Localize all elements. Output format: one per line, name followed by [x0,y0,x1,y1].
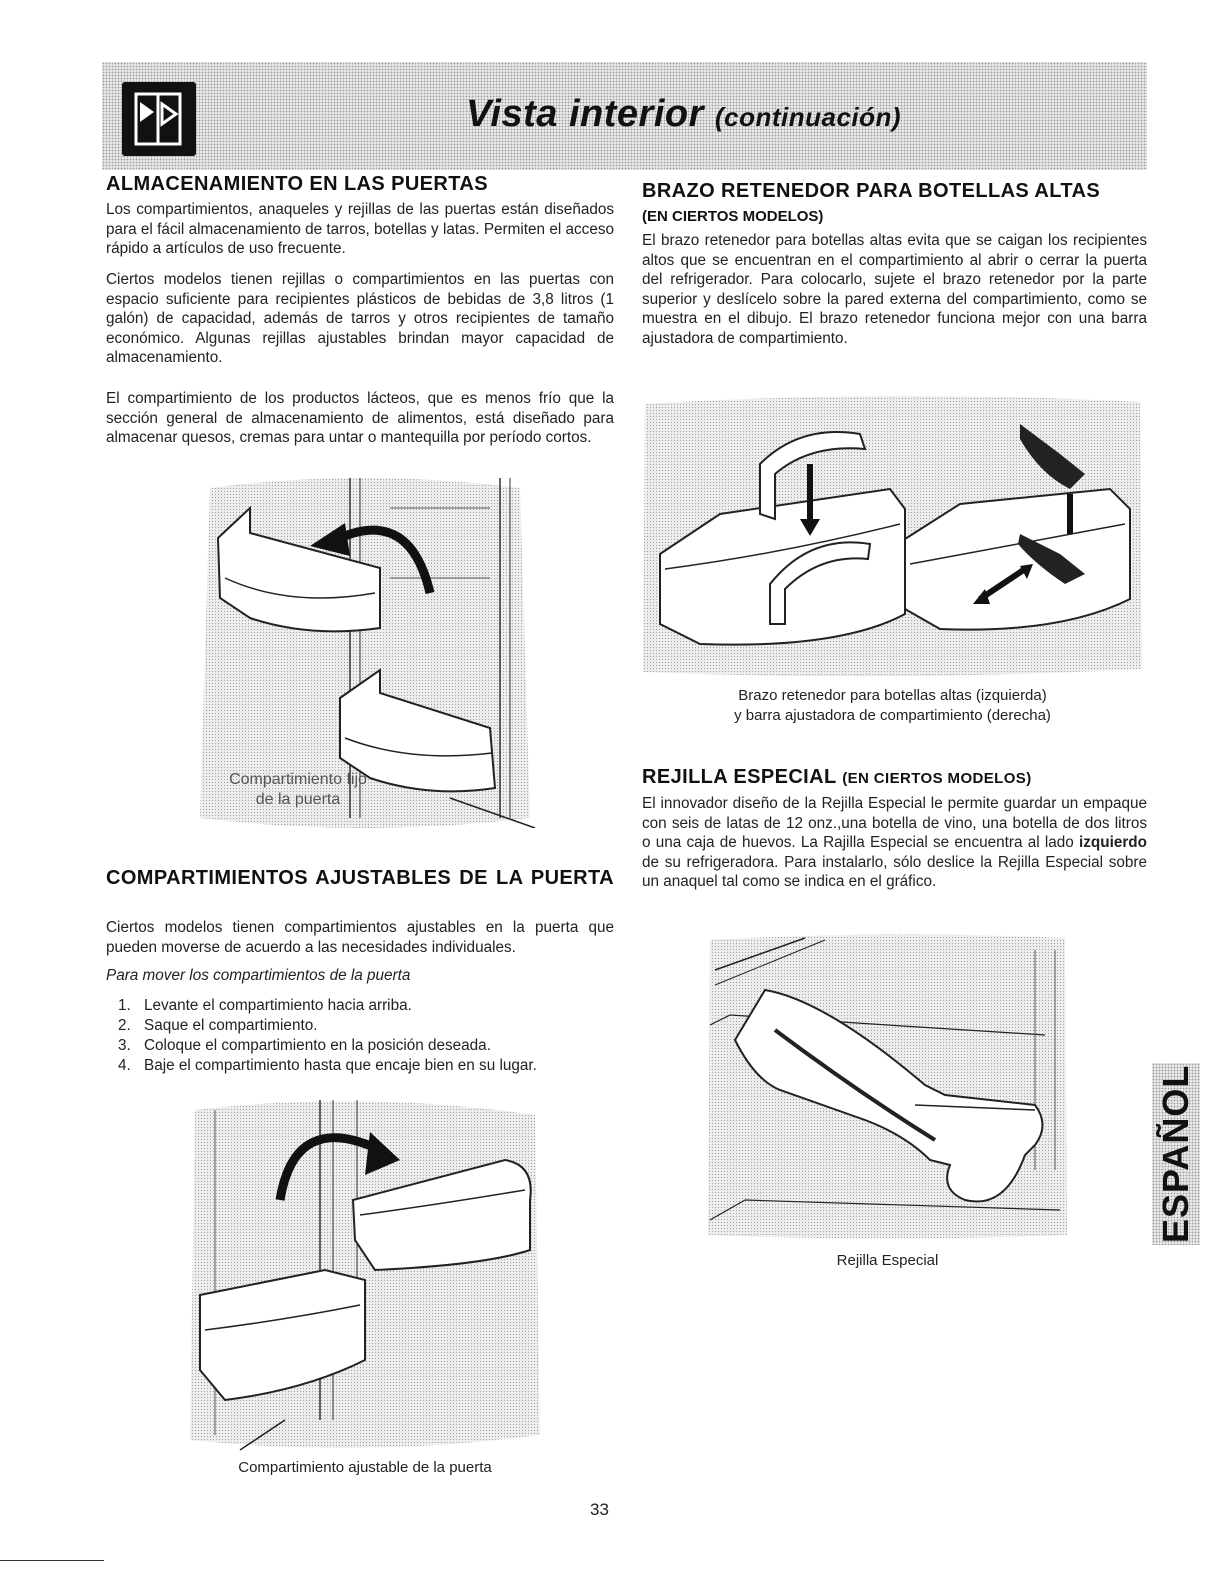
language-side-tab-label: ESPAÑOL [1155,1064,1196,1244]
fixed-door-bin-figure [190,478,538,828]
tall-bottle-retainer-paragraph: El brazo retenedor para botellas altas evita que se caigan los recipientes altos que se encuentran en el compartimiento al abrir o cerrar la puerta del refrigerador. Para colocarlo, sujete el brazo retenedor por la parte superior y deslícelo sobre la pared externa del compartimiento, como se muestra en el dibujo. El brazo retenedor funciona mejor con una barra ajustadora de compartimiento. [642,232,1147,347]
section-title-door-storage: ALMACENAMIENTO EN LAS PUERTAS [106,173,488,195]
special-rack-paragraph-bold: izquierdo [1079,834,1147,851]
special-rack-caption: Rejilla Especial [836,1252,939,1269]
adjustable-bins-title-text: COMPARTIMIENTOS AJUSTABLES DE LA PUERTA [106,867,614,889]
list-item [106,1036,626,1056]
bottle-retainer-illustration [640,394,1145,677]
list-item [106,1056,626,1076]
adjustable-bins-instruction-heading: Para mover los compartimientos de la puerta [106,967,411,984]
adjustable-door-bin-illustration [185,1090,545,1455]
special-rack-title-text: REJILLA ESPECIAL [642,766,837,788]
fixed-door-bin-label-line-1: Compartimiento fijo [229,771,367,788]
step-text: Saque el compartimiento. [144,1017,318,1034]
list-item [106,1016,626,1036]
tall-bottle-retainer-subtitle: (EN CIERTOS MODELOS) [642,208,824,225]
step-number: 4. [118,1057,131,1074]
section-title-tall-bottle-retainer: BRAZO RETENEDOR PARA BOTELLAS ALTAS [642,180,1101,202]
adjustable-door-bin-figure [185,1090,545,1455]
step-text: Levante el compartimiento hacia arriba. [144,997,412,1014]
adjustable-door-bin-caption: Compartimiento ajustable de la puerta [238,1459,492,1476]
adjustable-bins-steps [106,996,626,1076]
special-rack-illustration [705,930,1070,1242]
special-rack-paragraph-part-2: de su refrigeradora. Para instalarlo, sólo deslice la Rejilla Especial sobre un anaquel tal como se indica en el gráfico. [642,853,1147,890]
section-title-special-rack [642,766,1032,789]
fixed-door-bin-label-line-2: de la puerta [255,791,341,808]
list-item [106,996,626,1016]
bottle-retainer-caption-line-2: y barra ajustadora de compartimiento (derecha) [734,707,1051,724]
page-title-main: Vista interior [466,93,704,135]
fixed-door-bin-label [198,770,398,810]
step-number: 3. [118,1037,131,1054]
footer-rule [0,1560,104,1561]
door-storage-paragraph-3: El compartimiento de los productos lácteos, que es menos frío que la sección general de almacenamiento de alimentos, está diseñado para almacenar quesos, cremas para untar o mantequilla por período cortos. [106,390,614,446]
page-title [466,93,901,136]
section-title-adjustable-bins [106,866,614,890]
bottle-retainer-caption [640,686,1145,726]
step-number: 2. [118,1017,131,1034]
adjustable-bins-paragraph: Ciertos modelos tienen compartimientos ajustables en la puerta que pueden moverse de acuerdo a las necesidades individuales. [106,919,614,956]
appliance-logo-icon [122,82,196,156]
step-number: 1. [118,997,131,1014]
page-number: 33 [590,1500,609,1519]
bottle-retainer-figure [640,394,1145,677]
door-storage-paragraph-1: Los compartimientos, anaqueles y rejillas de las puertas están diseñados para el fácil almacenamiento de tarros, botellas y latas. Permiten el acceso rápido a artículos de uso frecuente. [106,201,614,257]
step-text: Baje el compartimiento hasta que encaje bien en su lugar. [144,1057,537,1074]
special-rack-title-small: (EN CIERTOS MODELOS) [842,770,1032,787]
page-title-sub: (continuación) [714,102,902,132]
bottle-retainer-caption-line-1: Brazo retenedor para botellas altas (izquierda) [738,687,1047,704]
step-text: Coloque el compartimiento en la posición deseada. [144,1037,491,1054]
special-rack-paragraph-part-1: El innovador diseño de la Rejilla Especial le permite guardar un empaque con seis de latas de 12 onz.,una botella de vino, una botella de dos litros o una caja de huevos. La Rajilla Especial se encuentra al lado [642,795,1147,851]
door-storage-paragraph-2: Ciertos modelos tienen rejillas o compartimientos en las puertas con espacio suficiente para recipientes plásticos de bebidas de 3,8 litros (1 galón) de capacidad, además de tarros y otros recipientes de tamaño económico. Algunas rejillas ajustables brindan mayor capacidad de almacenamiento. [106,271,614,366]
special-rack-paragraph [642,794,1147,892]
special-rack-figure [705,930,1070,1242]
